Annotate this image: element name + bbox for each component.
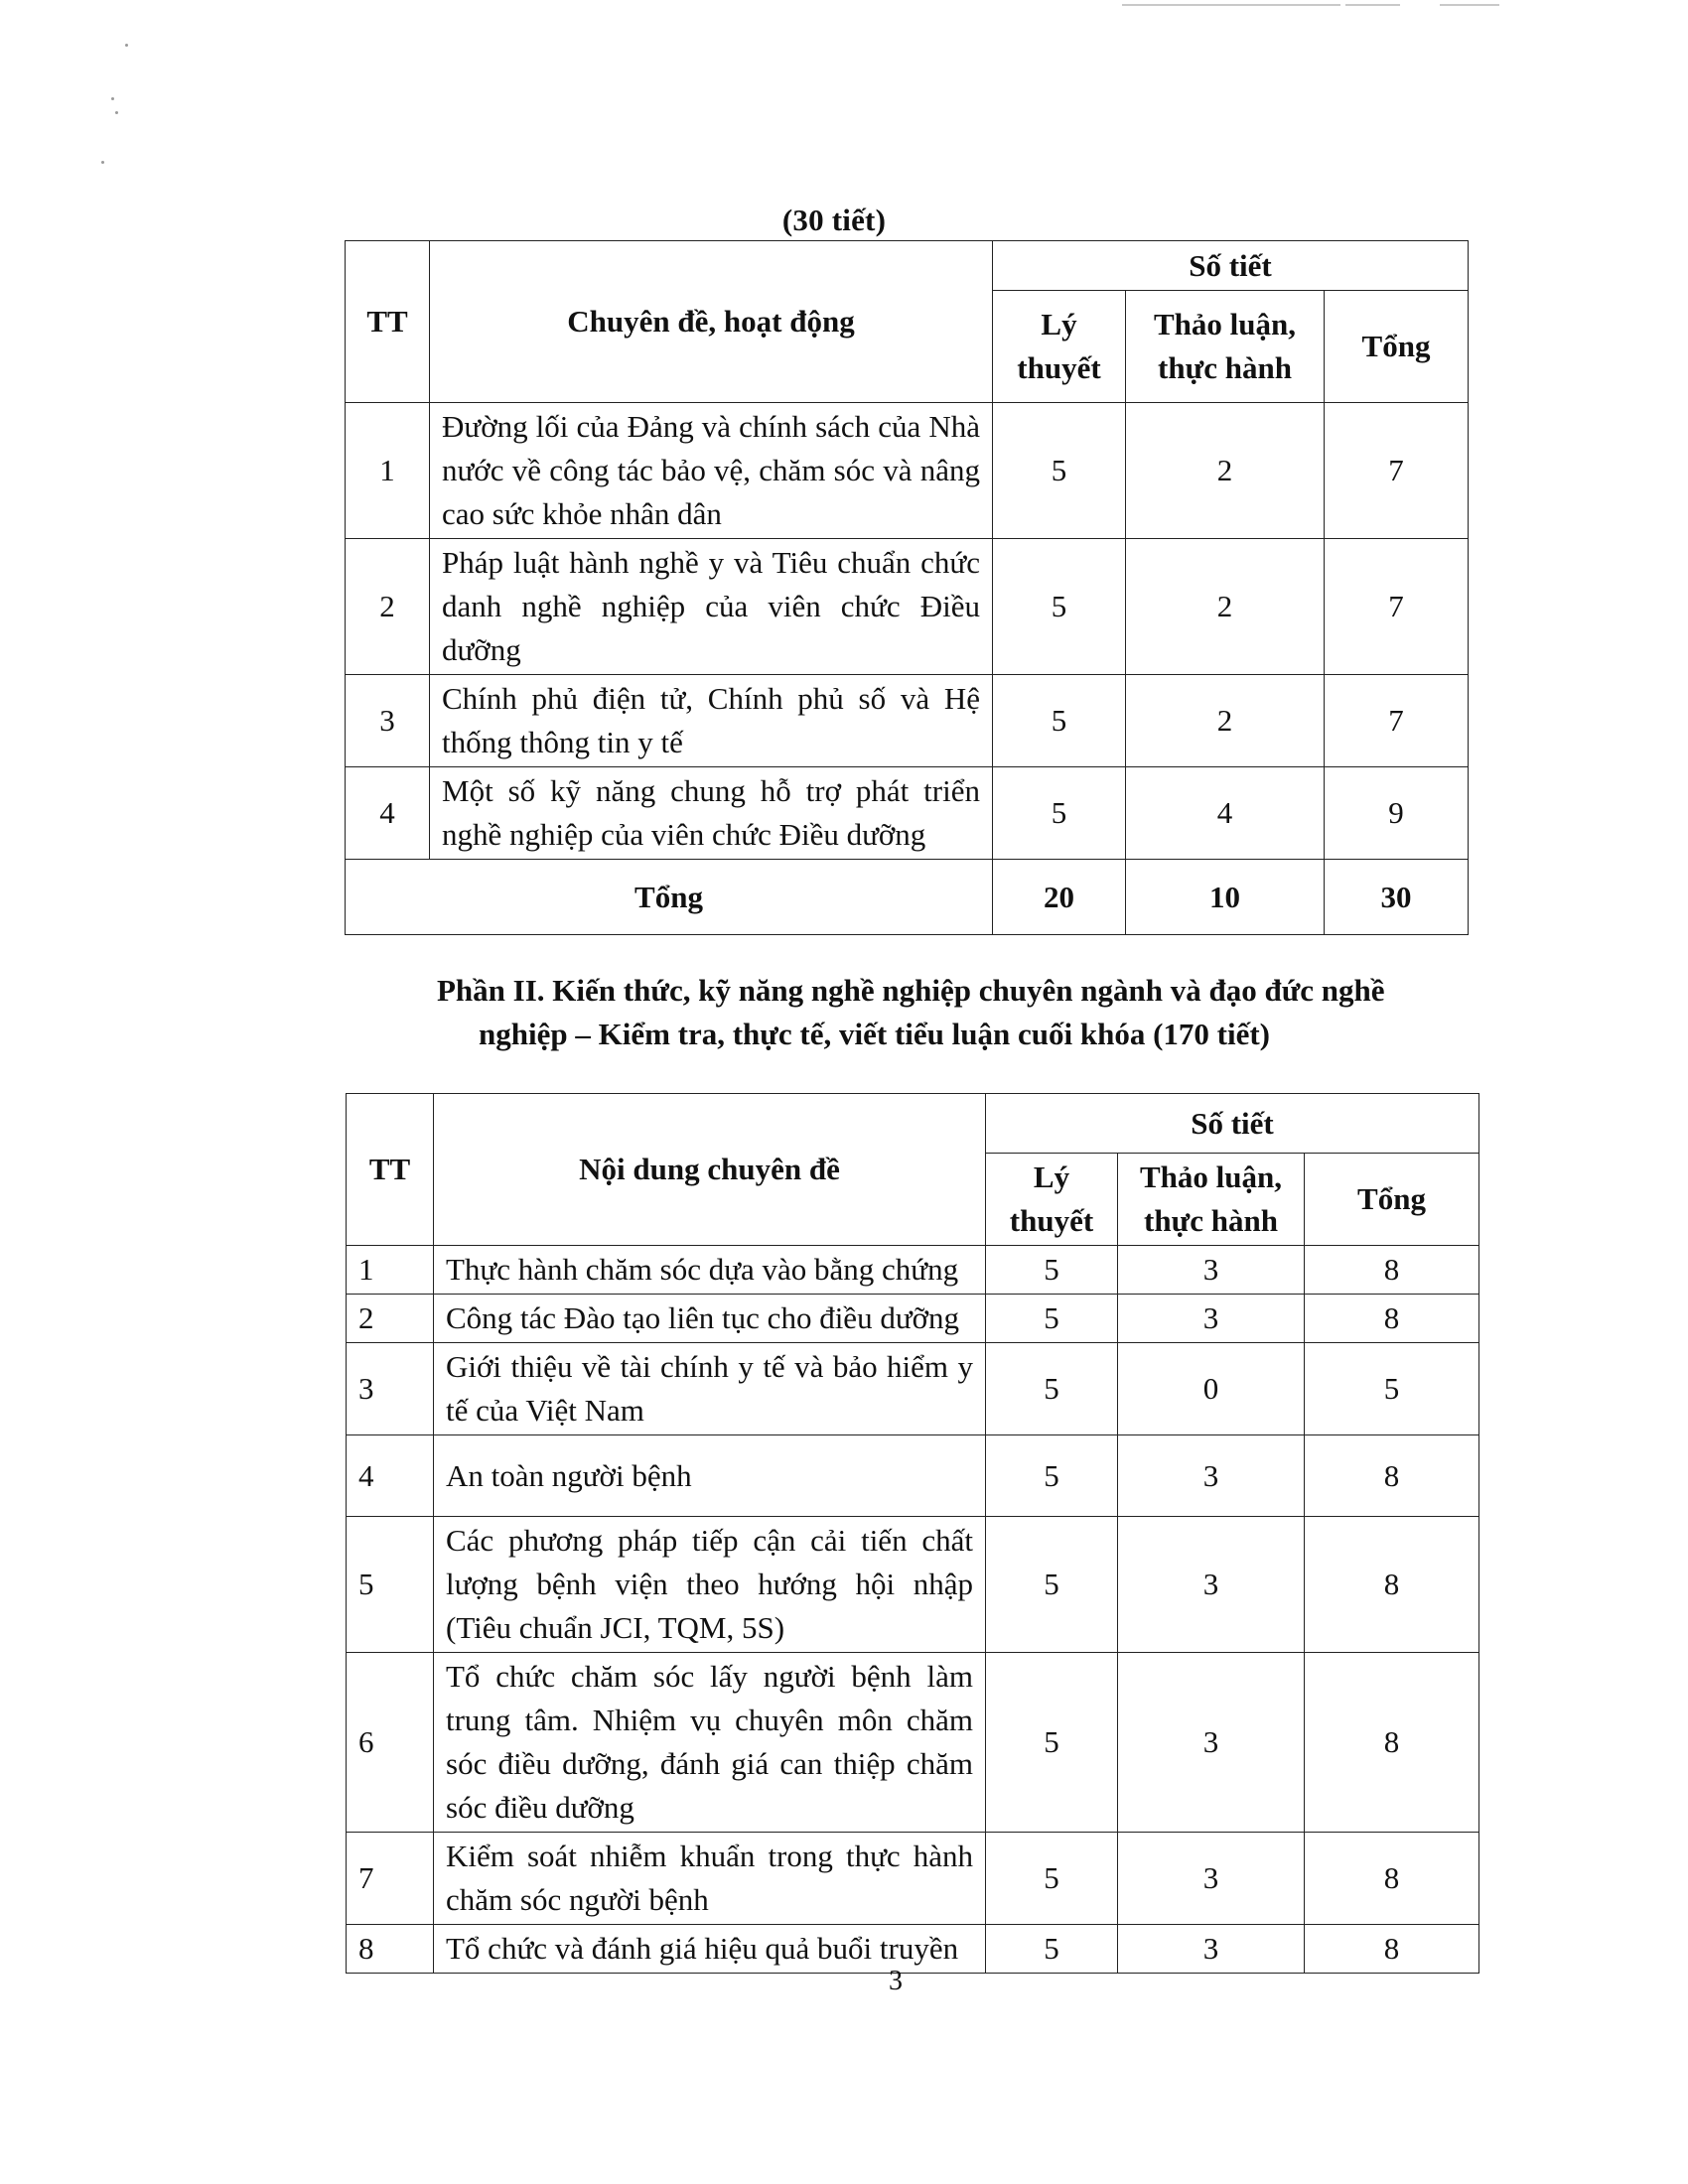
cell-theory: 5	[986, 1435, 1118, 1517]
cell-topic: An toàn người bệnh	[434, 1435, 986, 1517]
cell-total: 7	[1325, 539, 1469, 675]
cell-theory: 5	[986, 1517, 1118, 1653]
cell-topic: Các phương pháp tiếp cận cải tiến chất lượng bệnh viện theo hướng hội nhập (Tiêu chuẩn JCI, TQM, 5S)	[434, 1517, 986, 1653]
cell-tt: 3	[346, 675, 430, 767]
header-practice: Thảo luận, thực hành	[1126, 291, 1325, 403]
cell-practice: 2	[1126, 675, 1325, 767]
cell-topic: Công tác Đào tạo liên tục cho điều dưỡng	[434, 1295, 986, 1343]
cell-topic: Tổ chức và đánh giá hiệu quả buổi truyền	[434, 1925, 986, 1974]
scan-speck	[115, 111, 118, 114]
header-topic: Nội dung chuyên đề	[434, 1094, 986, 1246]
table-specialized-knowledge	[346, 1093, 1479, 1974]
cell-practice: 3	[1118, 1295, 1305, 1343]
scan-speck	[111, 97, 114, 100]
cell-theory: 5	[986, 1343, 1118, 1435]
cell-total: 8	[1305, 1435, 1479, 1517]
cell-tt: 1	[347, 1246, 434, 1295]
table-row	[347, 1435, 1479, 1517]
cell-tt: 3	[347, 1343, 434, 1435]
table-row	[346, 403, 1469, 539]
scan-speck	[125, 44, 128, 47]
sum-total: 30	[1325, 860, 1469, 935]
part2-heading	[437, 969, 1430, 1056]
cell-tt: 8	[347, 1925, 434, 1974]
header-theory: Lý thuyết	[986, 1154, 1118, 1246]
table-row	[346, 675, 1469, 767]
table-row	[347, 1343, 1479, 1435]
cell-theory: 5	[993, 403, 1126, 539]
header-tt: TT	[347, 1094, 434, 1246]
cell-theory: 5	[986, 1925, 1118, 1974]
cell-tt: 1	[346, 403, 430, 539]
cell-tt: 4	[347, 1435, 434, 1517]
table-row	[347, 1833, 1479, 1925]
cell-topic: Thực hành chăm sóc dựa vào bằng chứng	[434, 1246, 986, 1295]
cell-total: 7	[1325, 675, 1469, 767]
cell-theory: 5	[993, 539, 1126, 675]
cell-total: 8	[1305, 1653, 1479, 1833]
cell-topic: Pháp luật hành nghề y và Tiêu chuẩn chức danh nghề nghiệp của viên chức Điều dưỡng	[430, 539, 993, 675]
table-row	[346, 539, 1469, 675]
header-practice: Thảo luận, thực hành	[1118, 1154, 1305, 1246]
table-row	[346, 767, 1469, 860]
scan-artifact	[1231, 4, 1340, 6]
cell-practice: 2	[1126, 403, 1325, 539]
cell-practice: 2	[1126, 539, 1325, 675]
part2-heading-line2: nghiệp – Kiểm tra, thực tế, viết tiểu luận cuối khóa (170 tiết)	[479, 1017, 1270, 1051]
cell-tt: 4	[346, 767, 430, 860]
sum-label: Tổng	[346, 860, 993, 935]
header-tt: TT	[346, 241, 430, 403]
cell-practice: 3	[1118, 1435, 1305, 1517]
cell-total: 8	[1305, 1517, 1479, 1653]
cell-topic: Một số kỹ năng chung hỗ trợ phát triển nghề nghiệp của viên chức Điều dưỡng	[430, 767, 993, 860]
table-general-knowledge	[345, 240, 1469, 935]
header-topic: Chuyên đề, hoạt động	[430, 241, 993, 403]
table-row	[347, 1517, 1479, 1653]
cell-theory: 5	[993, 767, 1126, 860]
cell-theory: 5	[986, 1246, 1118, 1295]
cell-practice: 3	[1118, 1246, 1305, 1295]
scan-speck	[101, 161, 104, 164]
cell-topic: Chính phủ điện tử, Chính phủ số và Hệ thống thông tin y tế	[430, 675, 993, 767]
cell-practice: 3	[1118, 1925, 1305, 1974]
cell-theory: 5	[993, 675, 1126, 767]
table-row	[347, 1653, 1479, 1833]
cell-tt: 6	[347, 1653, 434, 1833]
cell-theory: 5	[986, 1295, 1118, 1343]
table1-caption: (30 tiết)	[781, 203, 887, 237]
cell-total: 8	[1305, 1246, 1479, 1295]
sum-practice: 10	[1126, 860, 1325, 935]
cell-tt: 7	[347, 1833, 434, 1925]
part2-heading-line1: Phần II. Kiến thức, kỹ năng nghề nghiệp chuyên ngành và đạo đức nghề	[437, 973, 1385, 1008]
cell-total: 7	[1325, 403, 1469, 539]
cell-practice: 4	[1126, 767, 1325, 860]
cell-practice: 3	[1118, 1517, 1305, 1653]
header-theory: Lý thuyết	[993, 291, 1126, 403]
cell-theory: 5	[986, 1833, 1118, 1925]
cell-practice: 0	[1118, 1343, 1305, 1435]
cell-total: 8	[1305, 1833, 1479, 1925]
header-total: Tổng	[1325, 291, 1469, 403]
cell-tt: 5	[347, 1517, 434, 1653]
header-group: Số tiết	[986, 1094, 1479, 1154]
cell-total: 9	[1325, 767, 1469, 860]
cell-practice: 3	[1118, 1833, 1305, 1925]
table-row	[347, 1295, 1479, 1343]
table-sum-row	[346, 860, 1469, 935]
cell-total: 5	[1305, 1343, 1479, 1435]
scan-artifact	[1345, 4, 1400, 6]
cell-topic: Tổ chức chăm sóc lấy người bệnh làm trung tâm. Nhiệm vụ chuyên môn chăm sóc điều dưỡng, đánh giá can thiệp chăm sóc điều dưỡng	[434, 1653, 986, 1833]
cell-practice: 3	[1118, 1653, 1305, 1833]
table-row	[347, 1246, 1479, 1295]
header-total: Tổng	[1305, 1154, 1479, 1246]
cell-topic: Kiểm soát nhiễm khuẩn trong thực hành chăm sóc người bệnh	[434, 1833, 986, 1925]
header-group: Số tiết	[993, 241, 1469, 291]
sum-theory: 20	[993, 860, 1126, 935]
cell-total: 8	[1305, 1295, 1479, 1343]
cell-tt: 2	[347, 1295, 434, 1343]
cell-topic: Đường lối của Đảng và chính sách của Nhà nước về công tác bảo vệ, chăm sóc và nâng cao sức khỏe nhân dân	[430, 403, 993, 539]
cell-total: 8	[1305, 1925, 1479, 1974]
cell-theory: 5	[986, 1653, 1118, 1833]
scan-artifact	[1440, 4, 1499, 6]
scan-artifact	[1122, 4, 1231, 6]
cell-tt: 2	[346, 539, 430, 675]
page-number: 3	[889, 1966, 903, 1996]
cell-topic: Giới thiệu về tài chính y tế và bảo hiểm y tế của Việt Nam	[434, 1343, 986, 1435]
